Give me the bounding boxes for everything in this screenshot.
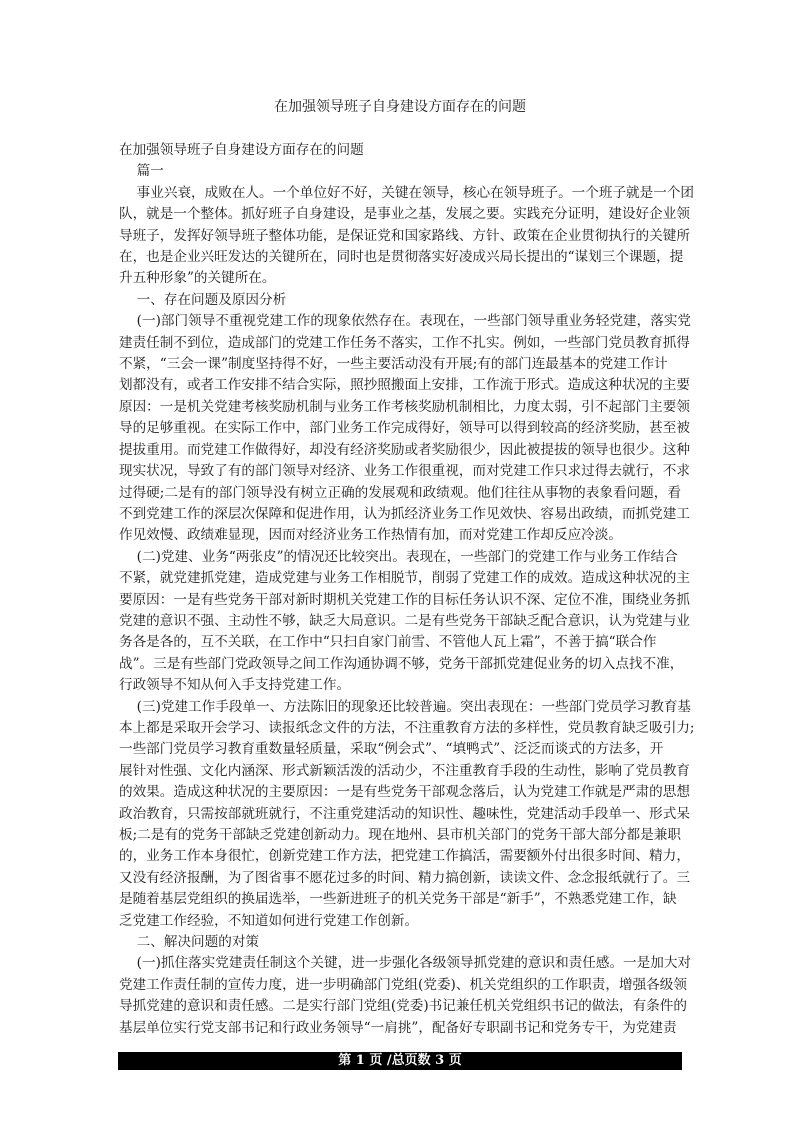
- text-line: 划都没有，或者工作安排不结合实际，照抄照搬面上安排，工作流于形式。造成这种状况的主要: [119, 377, 690, 394]
- text-line: 的效果。造成这种状况的主要原因：一是有些党务干部观念落后，认为党建工作就是严肃的思想: [119, 784, 690, 801]
- text-line: 是随着基层党组织的换届选举，一些新进班子的机关党务干部是“新手”，不熟悉党建工作，缺: [119, 891, 677, 908]
- text-line: 战”。三是有些部门党政领导之间工作沟通协调不够，党务干部抓党建促业务的切入点找不准，: [119, 655, 684, 672]
- page-indicator: 第 1 页 /总页数 3 页: [338, 1053, 462, 1068]
- text-line: 政治教育，只需按部就班就行，不注重党建活动的知识性、趣味性，党建活动手段单一、形式呆: [119, 805, 690, 822]
- text-line: 乏党建工作经验，不知道如何进行党建工作创新。: [119, 912, 419, 929]
- text-line: 导班子，发挥好领导班子整体功能，是保证党和国家路线、方针、政策在企业贯彻执行的关键所: [119, 227, 690, 244]
- text-line: 提拔重用。而党建工作做得好，却没有经济奖励或者奖励很少，因此被提拔的领导也很少。这种: [119, 441, 690, 458]
- text-line: 不紧，就党建抓党建，造成党建与业务工作相脱节，削弱了党建工作的成效。造成这种状况的主: [119, 570, 690, 587]
- text-line: 在，也是企业兴旺发达的关键所在，同时也是贯彻落实好凌成兴局长提出的“谋划三个课题，提: [119, 249, 684, 266]
- document-heading: 在加强领导班子自身建设方面存在的问题: [119, 142, 364, 158]
- text-line: 党建的意识不强、主动性不够，缺乏大局意识。二是有些党务干部缺乏配合意识，认为党建与业: [119, 612, 690, 629]
- text-line: 原因：一是机关党建考核奖励机制与业务工作考核奖励机制相比，力度太弱，引不起部门主要领: [119, 398, 690, 415]
- text-line: 现实状况，导致了有的部门领导对经济、业务工作很重视，而对党建工作只求过得去就行，不求: [119, 463, 690, 480]
- text-line: 建责任制不到位，造成部门的党建工作任务不落实，工作不扎实。例如，一些部门党员教育抓得: [119, 334, 690, 351]
- text-line: 导抓党建的意识和责任感。二是实行部门党组(党委)书记兼任机关党组织书记的做法，有条件的: [119, 998, 687, 1015]
- text-line: (一)部门领导不重视党建工作的现象依然存在。表现在，一些部门领导重业务轻党建，落实党: [136, 313, 692, 330]
- text-line: 基层单位实行党支部书记和行政业务领导“一肩挑”，配备好专职副书记和党务专干，为党建责: [119, 1019, 677, 1036]
- text-line: 本上都是采取开会学习、读报纸念文件的方法，不注重教育方法的多样性，党员教育缺乏吸引力;: [119, 719, 695, 736]
- text-line: 要原因：一是有些党务干部对新时期机关党建工作的目标任务认识不深、定位不准，围绕业务抓: [119, 591, 690, 608]
- text-line: 板;二是有的党务干部缺乏党建创新动力。现在地州、县市机关部门的党务干部大部分都是兼职: [119, 827, 681, 843]
- text-line: 过得硬;二是有的部门领导没有树立正确的发展观和政绩观。他们往往从事物的表象看问题，看: [119, 484, 681, 501]
- section-label: 篇一: [136, 163, 164, 180]
- text-line: 不到党建工作的深层次保障和促进作用，认为抓经济业务工作见效快、容易出政绩，而抓党建工: [119, 505, 690, 522]
- text-line: 党建工作责任制的宣传力度，进一步明确部门党组(党委)、机关党组织的工作职责，增强各级领: [119, 976, 687, 993]
- text-line: 升五种形象”的关键所在。: [119, 270, 276, 287]
- text-line: 务各是各的，互不关联，在工作中“只扫自家门前雪、不管他人瓦上霜”，不善于搞“联合作: [119, 634, 657, 651]
- text-line: 作见效慢、政绩难显现，因而对经济业务工作热情有加，而对党建工作却反应冷淡。: [119, 527, 622, 544]
- page-title: 在加强领导班子自身建设方面存在的问题: [274, 99, 526, 115]
- text-line: 一些部门党员学习教育重数量轻质量，采取“例会式”、“填鸭式”、泛泛而谈式的方法多，开: [119, 741, 664, 758]
- text-line: (二)党建、业务“两张皮”的情况还比较突出。表现在，一些部门的党建工作与业务工作结合: [136, 548, 678, 565]
- text-line: 展针对性强、文化内涵深、形式新颖活泼的活动少，不注重教育手段的生动性，影响了党员教育: [119, 762, 690, 779]
- text-line: 队，就是一个整体。抓好班子自身建设，是事业之基，发展之要。实践充分证明，建设好企业领: [119, 206, 690, 223]
- section-heading: 一、存在问题及原因分析: [136, 291, 287, 308]
- page-footer: [118, 1052, 682, 1070]
- text-line: 事业兴衰，成败在人。一个单位好不好，关键在领导，核心在领导班子。一个班子就是一个团: [136, 184, 695, 201]
- text-line: 行政领导不知从何入手支持党建工作。: [119, 677, 351, 694]
- document-body: [119, 140, 695, 1039]
- text-line: (一)抓住落实党建责任制这个关键，进一步强化各级领导抓党建的意识和责任感。一是加大对: [136, 955, 692, 972]
- text-line: 不紧，“三会一课”制度坚持得不好，一些主要活动没有开展;有的部门连最基本的党建工作计: [119, 356, 668, 373]
- text-line: (三)党建工作手段单一、方法陈旧的现象还比较普遍。突出表现在：一些部门党员学习教育基: [136, 698, 692, 715]
- text-line: 导的足够重视。在实际工作中，部门业务工作完成得好，领导可以得到较高的经济奖励，甚至被: [119, 420, 690, 437]
- text-line: 的，业务工作本身很忙，创新党建工作方法，把党建工作搞活，需要额外付出很多时间、精力，: [119, 848, 690, 865]
- text-line: 又没有经济报酬，为了图省事不愿花过多的时间、精力搞创新，读读文件、念念报纸就行了。三: [119, 869, 690, 886]
- section-heading: 二、解决问题的对策: [136, 934, 260, 951]
